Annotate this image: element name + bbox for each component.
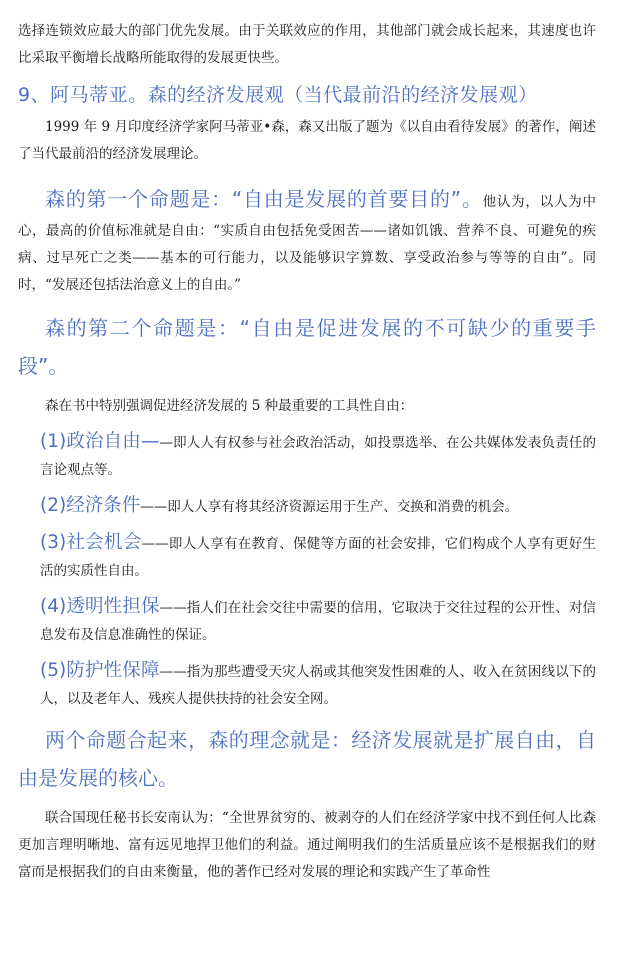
- proposition-1-body: 他认为，以人为中心，最高的价值标准就是自由：“实质自由包括免受困苦——诸如饥饿、营养不良、可避免的疾病、过早死亡之类——基本的可行能力，以及能够识字算数、享受政治参与等等的自由”。同时，“发展还包括法治意义上的自由。”: [18, 194, 596, 293]
- proposition-1-head: 森的第一个命题是：“自由是发展的首要目的”。: [45, 187, 483, 211]
- freedom-item-3: [18, 529, 596, 585]
- freedom-item-5: [18, 657, 596, 713]
- freedom-item-3-head: (3)社会机会: [40, 532, 142, 553]
- paragraph-intro: 选择连锁效应最大的部门优先发展。由于关联效应的作用，其他部门就会成长起来，其速度也许比采取平衡增长战略所能取得的发展更快些。: [18, 23, 596, 66]
- freedom-item-1-body: —即人人有权参与社会政治活动，如投票选举、在公共媒体发表负责任的言论观点等。: [40, 435, 596, 478]
- conclusion: 两个命题合起来，森的理念就是：经济发展就是扩展自由，自由是发展的核心。: [18, 728, 596, 790]
- section-heading-sen: 9、阿马蒂亚。森的经济发展观（当代最前沿的经济发展观）: [18, 84, 538, 106]
- freedom-item-4-body: ——指人们在社会交往中需要的信用，它取决于交往过程的公开性、对信息发布及信息准确性的保证。: [40, 600, 596, 643]
- proposition-1: [18, 180, 596, 299]
- freedom-item-1: [18, 428, 596, 484]
- freedom-item-2: [18, 492, 596, 521]
- freedom-item-2-body: ——即人人享有将其经济资源运用于生产、交换和消费的机会。: [140, 499, 519, 515]
- paragraph-annan-quote: 联合国现任秘书长安南认为：“全世界贫穷的、被剥夺的人们在经济学家中找不到任何人比森更加言理明晰地、富有远见地捍卫他们的利益。通过阐明我们的生活质量应该不是根据我们的财富而是根据我们的自由来衡量，他的著作已经对发展的理论和实践产生了革命性: [18, 810, 596, 880]
- freedom-item-1-head: (1)政治自由—: [40, 431, 160, 452]
- freedom-item-5-head: (5)防护性保障: [40, 660, 160, 681]
- freedom-item-2-head: (2)经济条件: [40, 495, 141, 516]
- paragraph-sen-book: 1999 年 9 月印度经济学家阿马蒂亚•森，森又出版了题为《以自由看待发展》的著作，阐述了当代最前沿的经济发展理论。: [18, 119, 596, 162]
- proposition-2: [18, 309, 596, 385]
- tools-intro: 森在书中特别强调促进经济发展的 5 种最重要的工具性自由：: [45, 398, 414, 414]
- freedom-item-4: [18, 593, 596, 649]
- freedom-item-4-head: (4)透明性担保: [40, 596, 160, 617]
- proposition-2-head: 森的第二个命题是：“自由是促进发展的不可缺少的重要手段”。: [18, 316, 596, 378]
- freedom-item-5-body: ——指为那些遭受天灾人祸或其他突发性困难的人、收入在贫困线以下的人，以及老年人、残疾人提供扶持的社会安全网。: [40, 664, 596, 707]
- freedom-item-3-body: ——即人人享有在教育、保健等方面的社会安排，它们构成个人享有更好生活的实质性自由。: [40, 536, 596, 579]
